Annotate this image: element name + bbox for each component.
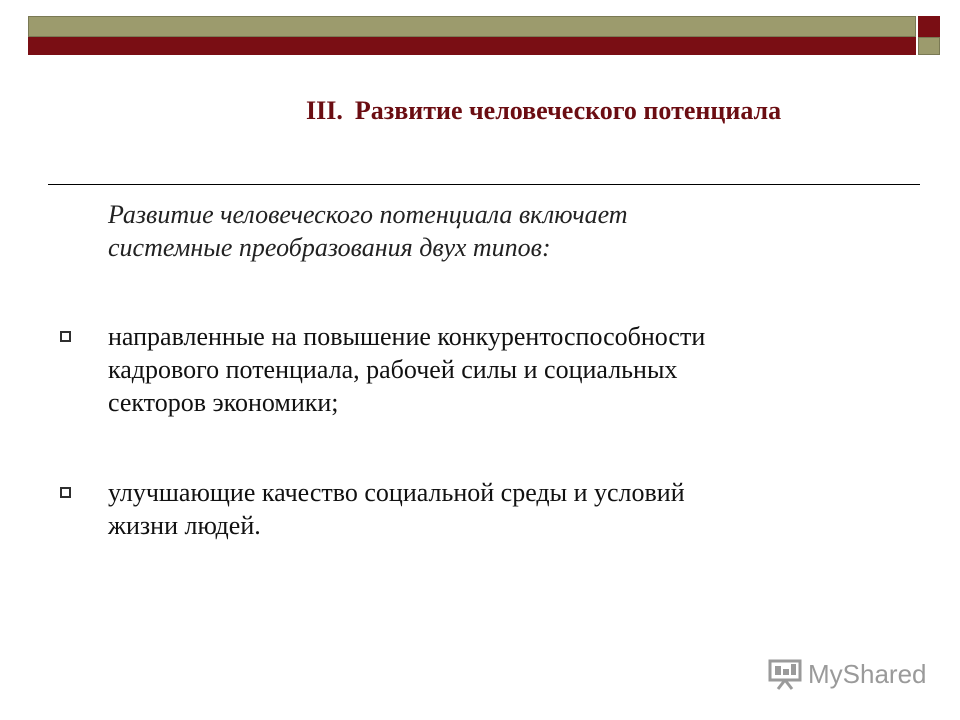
bullet-text <box>108 476 880 542</box>
square-bullet-icon <box>60 487 71 498</box>
corner-red-square <box>918 16 940 37</box>
watermark <box>768 656 927 692</box>
intro-line: Развитие человеческого потенциала включает <box>108 200 628 229</box>
bullet-line: кадрового потенциала, рабочей силы и социальных <box>108 355 678 384</box>
square-bullet-icon <box>60 331 71 342</box>
bullet-line: улучшающие качество социальной среды и условий <box>108 478 685 507</box>
top-red-bar <box>28 37 916 55</box>
bullet-line: жизни людей. <box>108 511 261 540</box>
bullet-line: направленные на повышение конкурентоспособности <box>108 322 706 351</box>
bullet-item <box>60 476 880 542</box>
watermark-text: MyShared <box>808 658 927 689</box>
bullet-text <box>108 320 880 419</box>
intro-paragraph <box>108 198 888 264</box>
slide-title <box>306 96 781 126</box>
bullet-item <box>60 320 880 419</box>
top-olive-bar <box>28 16 916 37</box>
corner-olive-square <box>918 37 940 55</box>
slide-title-text: Развитие человеческого потенциала <box>354 96 782 125</box>
title-divider <box>48 184 920 185</box>
slide-title-number: III. <box>306 96 343 125</box>
bullet-line: секторов экономики; <box>108 388 339 417</box>
projector-screen-icon <box>768 658 802 690</box>
intro-line: системные преобразования двух типов: <box>108 233 551 262</box>
